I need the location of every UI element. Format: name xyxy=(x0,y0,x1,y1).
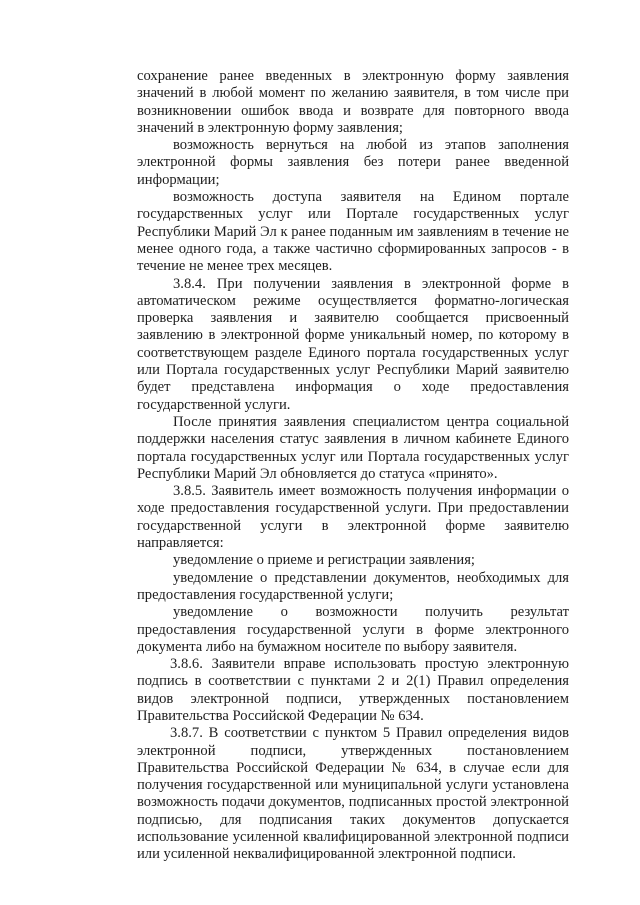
document-body xyxy=(137,68,569,864)
paragraph-3-8-5: 3.8.5. Заявитель имеет возможность получения информации о ходе предоставления государственной услуги. При предоставлении государственной услуги в электронной форме заявителю направляется: xyxy=(137,483,569,552)
paragraph-return-stage: возможность вернуться на любой из этапов заполнения электронной формы заявления без потери ранее введенной информации; xyxy=(137,137,569,188)
paragraph-3-8-6: 3.8.6. Заявители вправе использовать простую электронную подпись в соответствии с пунктами 2 и 2(1) Правил определения видов электронной подписи, утвержденных постановлением Правительства Российской Федерации № 634. xyxy=(137,656,569,724)
paragraph-notice-result: уведомление о возможности получить результат предоставления государственной услуги в форме электронного документа либо на бумажном носителе по выбору заявителя. xyxy=(137,604,569,655)
paragraph-3-8-4: 3.8.4. При получении заявления в электронной форме в автоматическом режиме осуществляется форматно-логическая проверка заявления и заявителю сообщается присвоенный заявлению в электронной форме уникальный номер, по которому в соответствующем разделе Единого портала государственных услуг или Портала государственных услуг Республики Марий заявителю будет представлена информация о ходе предоставления государственной услуги. xyxy=(137,275,569,413)
paragraph-portal-access: возможность доступа заявителя на Едином портале государственных услуг или Портале государственных услуг Республики Марий Эл к ранее поданным им заявлениям в течение не менее одного года, а также частично сформированных запросов - в течение не менее трех месяцев. xyxy=(137,189,569,275)
paragraph-status-accepted: После принятия заявления специалистом центра социальной поддержки населения статус заявления в личном кабинете Единого портала государственных услуг или Портала государственных услуг Республики Марий Эл обновляется до статуса «принято». xyxy=(137,413,569,482)
paragraph-3-8-7: 3.8.7. В соответствии с пунктом 5 Правил определения видов электронной подписи, утвержденных постановлением Правительства Российской Федерации № 634, в случае если для получения государственной или муниципальной услуги установлена возможность подачи документов, подписанных простой электронной подписью, для подписания таких документов допускается использование усиленной квалифицированной электронной подписи или усиленной неквалифицированной электронной подписи. xyxy=(137,725,569,863)
paragraph-save-values: сохранение ранее введенных в электронную форму заявления значений в любой момент по желанию заявителя, в том числе при возникновении ошибок ввода и возврате для повторного ввода значений в электронную форму заявления; xyxy=(137,68,569,136)
paragraph-notice-documents: уведомление о представлении документов, необходимых для предоставления государственной услуги; xyxy=(137,569,569,603)
paragraph-notice-receipt: уведомление о приеме и регистрации заявления; xyxy=(173,552,475,569)
